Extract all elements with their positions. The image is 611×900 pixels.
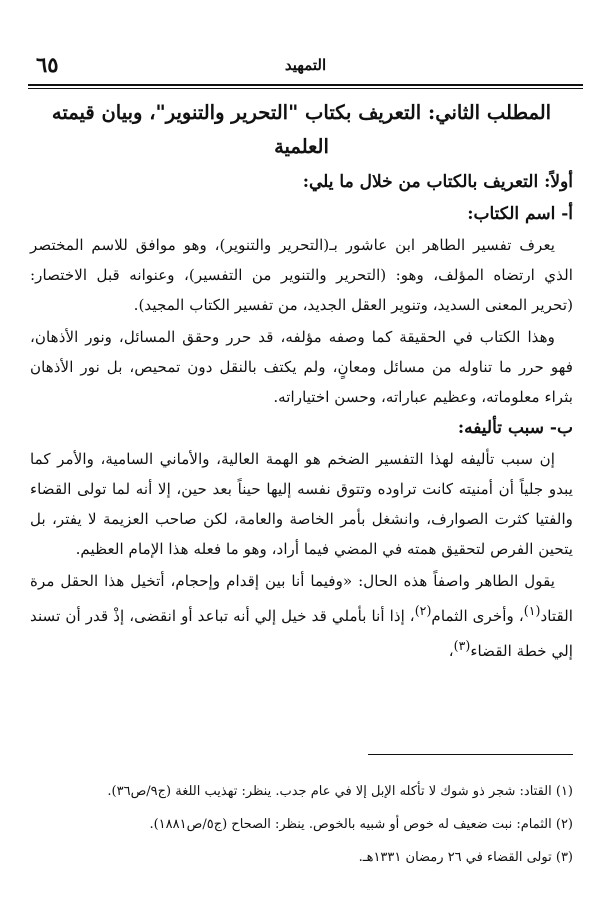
subheading-book-name: أ- اسم الكتاب: [467, 204, 573, 224]
page-body [30, 96, 573, 666]
footnote-ref-2: (٢) [414, 603, 432, 618]
subheading-definition: أولاً: التعريف بالكتاب من خلال ما يلي: [302, 172, 573, 192]
running-head [28, 52, 583, 82]
footnotes [30, 775, 573, 874]
running-head-title: التمهيد [284, 56, 327, 74]
section-heading: المطلب الثاني: التعريف بكتاب "التحرير والتنوير"، وبيان قيمته العلمية [51, 101, 552, 158]
paragraph-book-name: يعرف تفسير الطاهر ابن عاشور بـ(التحرير والتنوير)، وهو موافق للاسم المختصر الذي ارتضاه المؤلف، وهو: (التحرير والتنوير من التفسير)، وعنوانه قبل الاختصار: (تحرير المعنى السديد، وتنوير العقل الجديد، من تفسير الكتاب المجيد). [30, 236, 573, 314]
quote-part-3: ، إذا أنا بأملي قد خيل إلي أنه تباعد أو انقضى، إذْ قدر أن تسند إلي خطة القضاء [30, 607, 573, 661]
paragraph-reason: إن سبب تأليفه لهذا التفسير الضخم هو الهمة العالية، والأماني السامية، والأمر كما يبدو جلياً أن أمنيته كانت تراوده وتتوق نفسه إليها حيناً بعد حين، إلا أنه لما تولى القضاء والفتيا كثرت الصوارف، وانشغل بأمر الخاصة والعامة، لكن صاحب العزيمة لا يفتر، بل يتحين الفرص لتحقيق همته في المضي فيما أراد، وهو ما فعله هذا الإمام العظيم. [30, 450, 573, 558]
footnote-ref-3: (٣) [453, 638, 471, 654]
paragraph-book-value: وهذا الكتاب في الحقيقة كما وصفه مؤلفه، قد حرر وحقق المسائل، ونور الأذهان، فهو حرر ما تناوله من مسائل ومعانٍ، ولم يكتف بالنقل دون تمحيص، بل نور الأذهان بثراء معلوماته، وعظيم عباراته، وحسن اختياراته. [30, 328, 573, 406]
page-number: ٦٥ [36, 52, 59, 77]
subheading-reason: ب- سبب تأليفه: [457, 418, 573, 438]
footnote-1: (١) القتاد: شجر ذو شوك لا تأكله الإبل إلا في عام جدب. ينظر: تهذيب اللغة (ج٩/ص٣٦). [107, 784, 573, 799]
quote-part-1: يقول الطاهر واصفاً هذه الحال: «وفيما أنا بين إقدام وإحجام، أتخيل هذا الحقل مرة القتاد [30, 572, 573, 626]
footnote-3: (٣) تولى القضاء في ٢٦ رمضان ١٣٣١هـ. [358, 850, 573, 865]
paragraph-quote [30, 566, 573, 666]
footnote-2: (٢) الثمام: نبت ضعيف له خوص أو شبيه بالخوص. ينظر: الصحاح (ج٥/ص١٨٨١). [149, 817, 573, 832]
footnote-ref-1: (١) [523, 603, 541, 618]
header-rule [28, 84, 583, 86]
quote-part-2: ، وأخرى الثمام [431, 607, 524, 626]
footnote-separator [368, 754, 573, 755]
quote-part-4: ، [448, 642, 454, 661]
header-rule-thin [28, 88, 583, 89]
